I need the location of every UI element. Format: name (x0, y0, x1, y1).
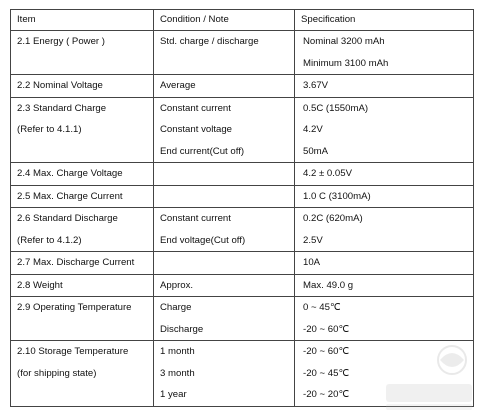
cell-specification-line: 50mA (303, 145, 329, 157)
cell-item-line: 2.4 Max. Charge Voltage (17, 168, 123, 179)
cell-condition-line: 1 month (160, 346, 195, 357)
cell-specification (295, 208, 474, 252)
cell-condition-line: Constant current (160, 213, 231, 224)
cell-item-line: 2.7 Max. Discharge Current (17, 257, 135, 268)
table-row (11, 97, 474, 163)
cell-specification-line: 1.0 C (3100mA) (303, 190, 371, 202)
cell-item (11, 97, 154, 163)
table-row (11, 274, 474, 297)
cell-condition (154, 185, 295, 208)
cell-item (11, 274, 154, 297)
cell-specification (295, 97, 474, 163)
cell-item (11, 75, 154, 98)
cell-specification (295, 31, 474, 75)
cell-condition-line (160, 163, 288, 185)
cell-specification-line: 10A (303, 257, 321, 268)
cell-specification-line: 0 ~ 45℃ (303, 302, 341, 313)
watermark-logo (382, 338, 477, 413)
cell-condition (154, 341, 295, 407)
cell-item-line: 2.6 Standard Discharge (17, 213, 118, 224)
table-row (11, 297, 474, 341)
cell-item-line: 2.10 Storage Temperature (17, 346, 129, 357)
cell-item-line: (for shipping state) (17, 367, 97, 379)
cell-specification (295, 163, 474, 186)
cell-condition-line: Std. charge / discharge (160, 36, 259, 47)
cell-specification-line: 0.5C (1550mA) (303, 102, 369, 114)
cell-condition (154, 75, 295, 98)
cell-item (11, 208, 154, 252)
cell-specification (295, 75, 474, 98)
cell-condition-line: End current(Cut off) (160, 145, 245, 157)
cell-condition-line: Constant current (160, 102, 231, 114)
table-row (11, 75, 474, 98)
cell-condition-line (160, 186, 288, 208)
cell-condition-line: Average (160, 80, 196, 91)
cell-condition (154, 31, 295, 75)
cell-condition-line: 1 year (160, 389, 187, 400)
table-row (11, 163, 474, 186)
cell-specification-line: 0.2C (620mA) (303, 213, 363, 224)
header-row (11, 10, 474, 31)
cell-item (11, 297, 154, 341)
cell-condition-line: Discharge (160, 323, 204, 335)
cell-condition (154, 297, 295, 341)
cell-item-line: 2.3 Standard Charge (17, 102, 107, 114)
table-row (11, 31, 474, 75)
cell-specification (295, 252, 474, 275)
cell-condition-line: Constant voltage (160, 124, 232, 135)
cell-condition-line: Charge (160, 302, 192, 313)
cell-condition-line: End voltage(Cut off) (160, 234, 246, 246)
table-row (11, 185, 474, 208)
cell-condition (154, 208, 295, 252)
cell-item (11, 185, 154, 208)
header-item: Item (11, 10, 154, 31)
cell-item-line: 2.8 Weight (17, 279, 63, 291)
cell-specification-line: -20 ~ 60℃ (303, 323, 350, 335)
cell-item-line: 2.1 Energy ( Power ) (17, 36, 105, 47)
cell-specification-line: Max. 49.0 g (303, 279, 354, 291)
cell-condition (154, 163, 295, 186)
cell-specification-line: 2.5V (303, 234, 323, 246)
cell-condition (154, 97, 295, 163)
cell-specification (295, 185, 474, 208)
cell-specification-line: 3.67V (303, 80, 329, 91)
cell-item (11, 31, 154, 75)
cell-item-line: 2.2 Nominal Voltage (17, 80, 103, 91)
header-specification: Specification (295, 10, 474, 31)
cell-item (11, 341, 154, 407)
cell-specification-line: -20 ~ 45℃ (303, 367, 350, 379)
cell-item-line: (Refer to 4.1.2) (17, 234, 82, 246)
cell-item (11, 163, 154, 186)
cell-specification-line: 4.2V (303, 124, 323, 135)
cell-condition-line (160, 252, 288, 274)
cell-specification-line: Nominal 3200 mAh (303, 36, 385, 47)
cell-specification-line: Minimum 3100 mAh (303, 57, 389, 69)
cell-condition-line: 3 month (160, 367, 195, 379)
table-row (11, 208, 474, 252)
cell-specification-line: -20 ~ 20℃ (303, 389, 350, 400)
header-condition: Condition / Note (154, 10, 295, 31)
cell-specification (295, 274, 474, 297)
cell-condition (154, 252, 295, 275)
cell-specification-line: -20 ~ 60℃ (303, 346, 350, 357)
cell-condition-line: Approx. (160, 279, 194, 291)
cell-condition (154, 274, 295, 297)
cell-item-line: (Refer to 4.1.1) (17, 124, 82, 135)
table-row (11, 252, 474, 275)
cell-specification-line: 4.2 ± 0.05V (303, 168, 353, 179)
cell-item (11, 252, 154, 275)
cell-specification (295, 297, 474, 341)
cell-item-line: 2.5 Max. Charge Current (17, 190, 123, 202)
cell-item-line: 2.9 Operating Temperature (17, 302, 132, 313)
